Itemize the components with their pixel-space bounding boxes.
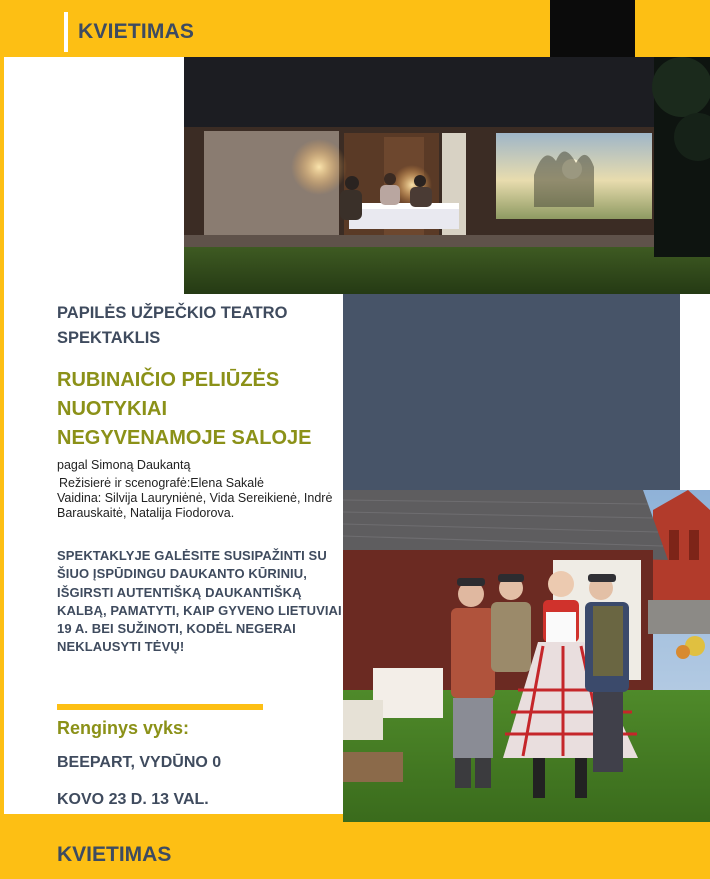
performers-photo: [343, 490, 710, 822]
event-venue: BEEPART, VYDŪNO 0: [57, 754, 222, 771]
play-title-line-3: NEGYVENAMOJE SALOJE: [57, 427, 312, 449]
play-title: [57, 366, 342, 453]
based-on: pagal Simoną Daukantą: [57, 458, 191, 472]
header-divider: [64, 12, 68, 52]
play-title-line-1: RUBINAIČIO PELIŪZĖS: [57, 369, 280, 391]
footer-bar: [0, 814, 343, 879]
header-dark-block: [550, 0, 635, 57]
description-text: SPEKTAKLYJE GALĖSITE SUSIPAŽINTI SU ŠIUO ĮSPŪDINGU DAUKANTO KŪRINIU, IŠGIRSTI AUTENTIŠKĄ DAUKANTIŠKĄ KALBĄ, PAMATYTI, KAIP GYVENO LIETUVIAI 19 A. BEI SUŽINOTI, KODĖL NEGERAI NEKLAUSYTI TĖVŲ!: [57, 548, 342, 655]
header-title: KVIETIMAS: [78, 20, 195, 43]
play-title-line-2: NUOTYKIAI: [57, 398, 167, 420]
night-performance-photo: [184, 57, 710, 294]
cast-credit: Vaidina: Silvija Lauryniėnė, Vida Sereikienė, Indrė Barauskaitė, Natalija Fiodorova.: [57, 491, 333, 520]
header-bar-right: [635, 0, 710, 57]
footer-title: KVIETIMAS: [57, 843, 172, 866]
footer-bar-right: [343, 822, 710, 879]
event-datetime: KOVO 23 D. 13 VAL.: [57, 791, 209, 808]
left-edge-stripe: [0, 57, 4, 814]
event-label: Renginys vyks:: [57, 718, 190, 738]
slate-accent-block: [343, 294, 680, 490]
theatre-subtitle: PAPILĖS UŽPEČKIO TEATRO SPEKTAKLIS: [57, 304, 288, 347]
director-credit: Režisierė ir scenografė:Elena Sakalė: [59, 476, 264, 490]
section-divider: [57, 704, 263, 710]
